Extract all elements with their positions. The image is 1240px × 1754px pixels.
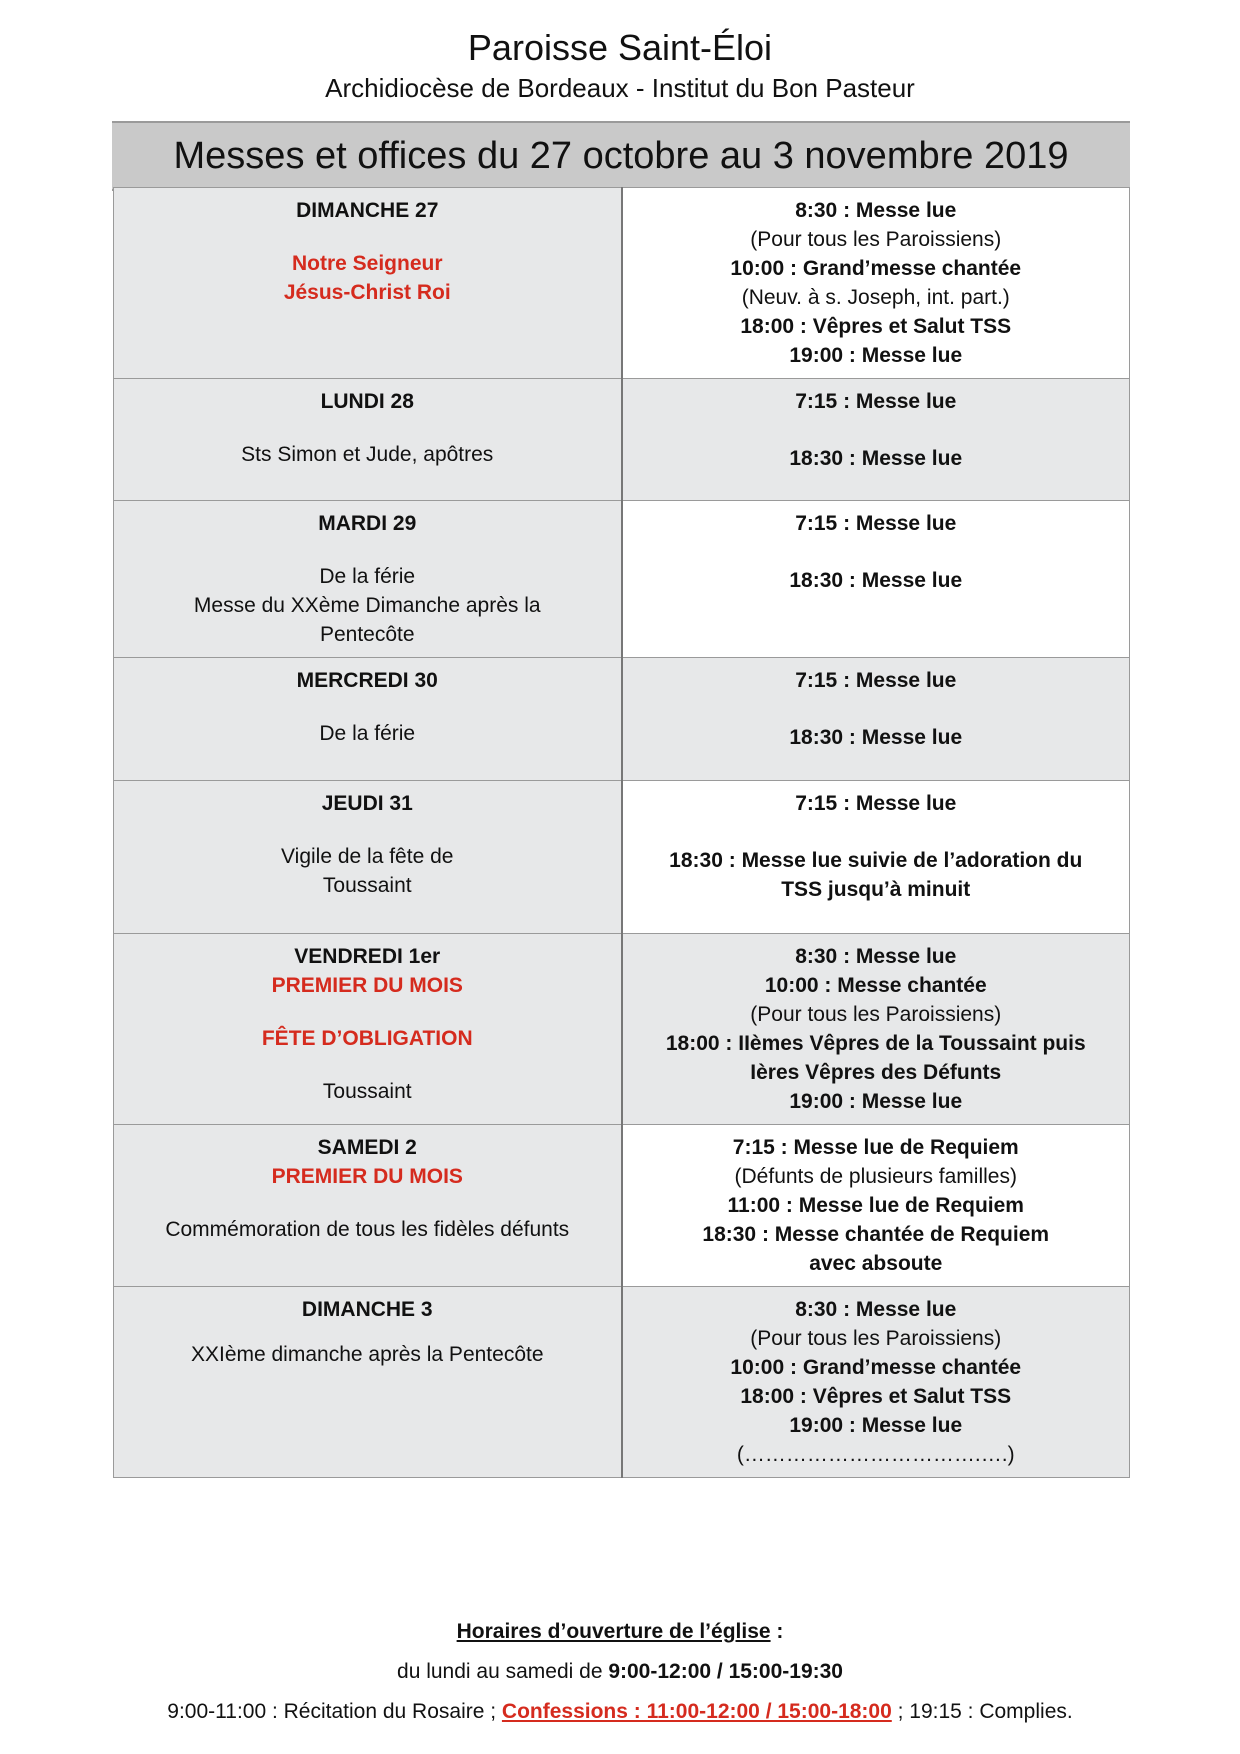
schedule-table xyxy=(113,187,1130,1478)
service-line: 18:30 : Messe lue xyxy=(789,726,963,749)
service-line: 19:00 : Messe lue xyxy=(789,1090,963,1113)
service-line: 7:15 : Messe lue xyxy=(795,669,957,692)
parish-subtitle: Archidiocèse de Bordeaux - Institut du Bon Pasteur xyxy=(325,73,915,103)
day-cell xyxy=(114,188,622,379)
services-cell xyxy=(622,188,1130,379)
day-label: DIMANCHE 27 xyxy=(296,199,439,222)
opening-hours-heading: Horaires d’ouverture de l’église : xyxy=(456,1620,784,1643)
service-line: 18:30 : Messe lue suivie de l’adoration du xyxy=(669,849,1083,872)
service-line: 18:00 : Vêpres et Salut TSS xyxy=(740,315,1012,338)
confessions-link: Confessions : 11:00-12:00 / 15:00-18:00 xyxy=(501,1700,892,1723)
day-label: SAMEDI 2 xyxy=(317,1136,417,1159)
table-row xyxy=(114,188,1130,379)
day-label: MERCREDI 30 xyxy=(296,669,438,692)
table-row xyxy=(114,379,1130,501)
opening-hours-days: du lundi au samedi de 9:00-12:00 / 15:00-19:30 xyxy=(397,1660,843,1683)
day-label: JEUDI 31 xyxy=(321,792,413,815)
service-line: 18:30 : Messe lue xyxy=(789,569,963,592)
day-cell xyxy=(114,379,622,501)
service-note: (Neuv. à s. Joseph, int. part.) xyxy=(741,286,1010,309)
service-note: (Pour tous les Paroissiens) xyxy=(750,1327,1002,1350)
feast-title: Toussaint xyxy=(322,1080,412,1103)
feast-title: Jésus-Christ Roi xyxy=(283,281,451,304)
day-cell xyxy=(114,1287,622,1478)
service-line: 11:00 : Messe lue de Requiem xyxy=(727,1194,1024,1217)
table-row xyxy=(114,501,1130,658)
table-row xyxy=(114,658,1130,781)
day-cell xyxy=(114,781,622,934)
service-line: Ières Vêpres des Défunts xyxy=(750,1061,1002,1084)
opening-hours xyxy=(0,1612,1240,1732)
service-line: 18:00 : IIèmes Vêpres de la Toussaint puis xyxy=(665,1032,1086,1055)
service-line: 18:00 : Vêpres et Salut TSS xyxy=(740,1385,1012,1408)
table-row xyxy=(114,781,1130,934)
service-note: (…………………………….….) xyxy=(736,1443,1015,1466)
service-line: 10:00 : Messe chantée xyxy=(764,974,987,997)
service-line: 8:30 : Messe lue xyxy=(795,199,957,222)
service-line: 7:15 : Messe lue xyxy=(795,792,957,815)
feast-title: De la férie xyxy=(319,722,416,745)
feast-title: De la férie xyxy=(319,565,416,588)
service-note: (Pour tous les Paroissiens) xyxy=(750,1003,1002,1026)
service-line: 8:30 : Messe lue xyxy=(795,1298,957,1321)
day-label: LUNDI 28 xyxy=(320,390,414,413)
obligation-label: FÊTE D’OBLIGATION xyxy=(261,1027,473,1050)
service-note: (Défunts de plusieurs familles) xyxy=(734,1165,1017,1188)
service-line: TSS jusqu’à minuit xyxy=(781,878,971,901)
services-cell xyxy=(622,379,1130,501)
feast-detail: Pentecôte xyxy=(319,623,415,646)
feast-title: Vigile de la fête de xyxy=(281,845,454,868)
services-cell xyxy=(622,1287,1130,1478)
day-label: VENDREDI 1er xyxy=(294,945,441,968)
service-line: 19:00 : Messe lue xyxy=(789,344,963,367)
service-line: 7:15 : Messe lue xyxy=(795,512,957,535)
day-cell xyxy=(114,934,622,1125)
schedule-banner: Messes et offices du 27 octobre au 3 novembre 2019 xyxy=(112,121,1130,191)
service-line: 18:30 : Messe chantée de Requiem xyxy=(702,1223,1050,1246)
table-row xyxy=(114,1125,1130,1287)
first-of-month-label: PREMIER DU MOIS xyxy=(271,1165,463,1188)
service-note: (Pour tous les Paroissiens) xyxy=(750,228,1002,251)
day-cell xyxy=(114,1125,622,1287)
day-label: DIMANCHE 3 xyxy=(301,1298,433,1321)
feast-title: Sts Simon et Jude, apôtres xyxy=(241,443,494,466)
table-row xyxy=(114,934,1130,1125)
day-label: MARDI 29 xyxy=(318,512,417,535)
services-cell xyxy=(622,1125,1130,1287)
services-cell xyxy=(622,781,1130,934)
feast-title: XXIème dimanche après la Pentecôte xyxy=(190,1343,544,1366)
first-of-month-label: PREMIER DU MOIS xyxy=(271,974,463,997)
service-line: 7:15 : Messe lue xyxy=(795,390,957,413)
day-cell xyxy=(114,658,622,781)
parish-title: Paroisse Saint-Éloi xyxy=(467,27,773,68)
service-line: 10:00 : Grand’messe chantée xyxy=(730,1356,1022,1379)
feast-title: Commémoration de tous les fidèles défunts xyxy=(165,1218,570,1241)
services-cell xyxy=(622,934,1130,1125)
service-line: 19:00 : Messe lue xyxy=(789,1414,963,1437)
day-cell xyxy=(114,501,622,658)
services-cell xyxy=(622,501,1130,658)
daily-offices: 9:00-11:00 : Récitation du Rosaire ; Confessions : 11:00-12:00 / 15:00-18:00 ; 19:15 : Complies. xyxy=(167,1700,1073,1723)
service-line: 10:00 : Grand’messe chantée xyxy=(730,257,1022,280)
service-line: 7:15 : Messe lue de Requiem xyxy=(732,1136,1019,1159)
table-row xyxy=(114,1287,1130,1478)
services-cell xyxy=(622,658,1130,781)
feast-title: Toussaint xyxy=(322,874,412,897)
feast-title: Notre Seigneur xyxy=(291,252,443,275)
feast-detail: Messe du XXème Dimanche après la xyxy=(193,594,541,617)
service-line: 8:30 : Messe lue xyxy=(795,945,957,968)
page-header xyxy=(0,24,1240,104)
service-line: avec absoute xyxy=(809,1252,943,1275)
service-line: 18:30 : Messe lue xyxy=(789,447,963,470)
